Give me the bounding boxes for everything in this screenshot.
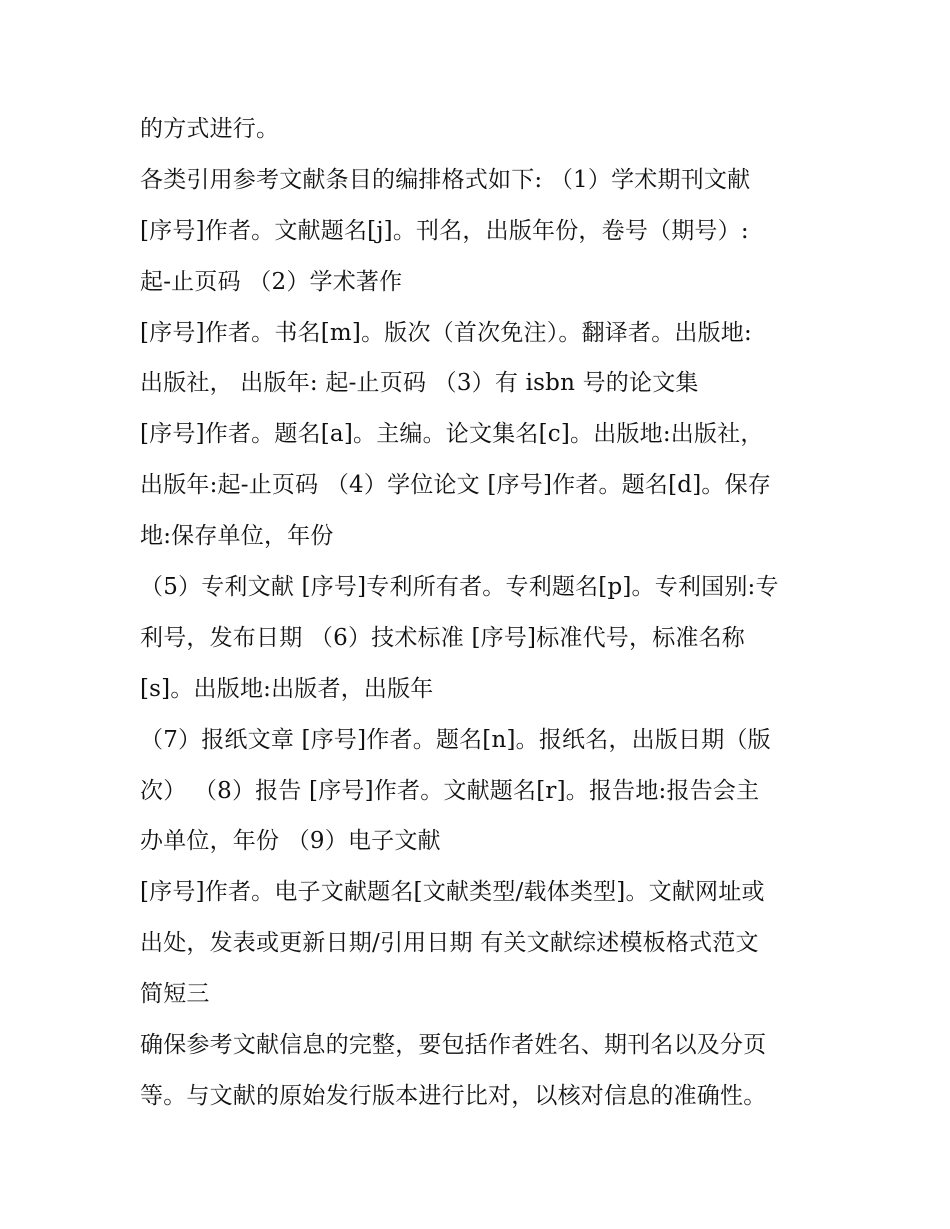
text-line: 出处，发表或更新日期/引用日期 有关文献综述模板格式范文 <box>140 930 759 957</box>
text-line: 次） （8）报告 [序号]作者。文献题名[r]。报告地:报告会主 <box>140 777 760 804</box>
text-line: （7）报纸文章 [序号]作者。题名[n]。报纸名，出版日期（版 <box>140 726 771 753</box>
text-line: 办单位，年份 （9）电子文献 <box>140 828 441 855</box>
text-line: 地:保存单位，年份 <box>140 523 334 550</box>
text-line: 利号，发布日期 （6）技术标准 [序号]标准代号，标准名称 <box>140 624 746 651</box>
text-line: 确保参考文献信息的完整，要包括作者姓名、期刊名以及分页 <box>140 1032 767 1059</box>
text-line: [s]。出版地:出版者，出版年 <box>140 675 434 702</box>
text-line: 简短三 <box>140 981 210 1008</box>
text-line: 的方式进行。 <box>140 116 280 142</box>
text-line: 起-止页码 （2）学术著作 <box>140 268 403 295</box>
text-line: 各类引用参考文献条目的编排格式如下: （1）学术期刊文献 <box>140 166 751 193</box>
document-body <box>140 104 830 1122</box>
text-line: 出版年:起-止页码 （4）学位论文 [序号]作者。题名[d]。保存 <box>140 472 771 499</box>
text-line: 出版社， 出版年: 起-止页码 （3）有 isbn 号的论文集 <box>140 370 699 397</box>
text-line: [序号]作者。电子文献题名[文献类型/载体类型]。文献网址或 <box>140 879 765 906</box>
text-line: [序号]作者。文献题名[j]。刊名，出版年份，卷号（期号）: <box>140 217 749 244</box>
text-line: 等。与文献的原始发行版本进行比对，以核对信息的准确性。 <box>140 1082 767 1109</box>
text-line: [序号]作者。题名[a]。主编。论文集名[c]。出版地:出版社， <box>140 421 764 448</box>
text-line: [序号]作者。书名[m]。版次（首次免注）。翻译者。出版地: <box>140 319 752 346</box>
text-line: （5）专利文献 [序号]专利所有者。专利题名[p]。专利国别:专 <box>140 574 779 601</box>
